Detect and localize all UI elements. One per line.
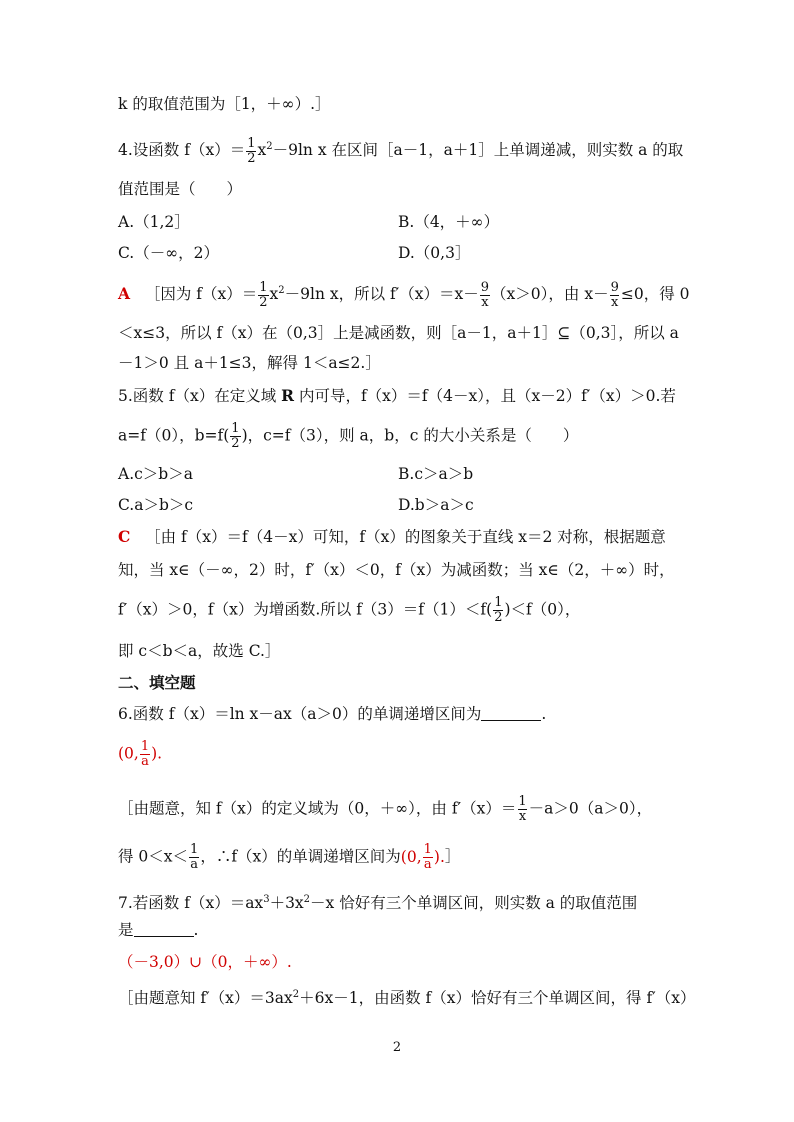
exponent: 2 bbox=[266, 141, 273, 152]
answer-letter: A bbox=[118, 284, 131, 303]
text: x bbox=[257, 141, 267, 159]
question-6-line1 bbox=[118, 703, 546, 725]
numerator: 1 bbox=[247, 135, 256, 151]
text: ［由题意知 f′（x）＝3ax bbox=[118, 989, 293, 1007]
denominator: 2 bbox=[259, 294, 268, 310]
text: 得 0＜x＜ bbox=[118, 847, 189, 866]
text: (0, bbox=[400, 847, 422, 866]
fraction bbox=[480, 281, 490, 310]
text: . bbox=[541, 705, 547, 723]
fraction bbox=[610, 281, 620, 310]
text: ). bbox=[433, 847, 445, 866]
answer-4-line1 bbox=[118, 280, 690, 310]
section-heading: 二、填空题 bbox=[118, 673, 196, 692]
fraction bbox=[493, 596, 503, 625]
text: 5.函数 f（x）在定义域 bbox=[118, 387, 282, 405]
numerator: 1 bbox=[518, 794, 527, 809]
text: ＋6x－1，由函数 f（x）恰好有三个单调区间，得 f′（x） bbox=[299, 989, 696, 1007]
denominator: x bbox=[611, 294, 619, 310]
option-d: D.（0,3］ bbox=[398, 244, 471, 262]
exponent: 3 bbox=[263, 894, 270, 905]
denominator: a bbox=[190, 857, 199, 872]
question-5-line1 bbox=[118, 385, 676, 407]
denominator: 2 bbox=[231, 436, 240, 451]
answer-4-line3: －1＞0 且 a＋1≤3，解得 1＜a≤2.］ bbox=[118, 354, 381, 372]
question-4-line2: 值范围是（ ） bbox=[118, 180, 243, 198]
option-c: C.（－∞，2） bbox=[118, 244, 220, 262]
exponent: 2 bbox=[278, 285, 285, 296]
fraction bbox=[517, 795, 527, 824]
text: －x 恰好有三个单调区间，则实数 a 的取值范围 bbox=[310, 894, 638, 912]
text: f′（x）＞0，f（x）为增函数.所以 f（3）＝f（1）＜f( bbox=[118, 600, 493, 619]
option-a: A.（1,2］ bbox=[118, 213, 190, 231]
explanation-7-line1 bbox=[118, 984, 695, 1009]
text: . bbox=[193, 921, 199, 939]
numerator: 1 bbox=[140, 739, 150, 754]
text: ［由 f（x）＝f（4－x）可知，f（x）的图象关于直线 x＝2 对称，根据题意 bbox=[145, 528, 666, 546]
answer-5-line1 bbox=[118, 526, 666, 548]
text: 6.函数 f（x）＝ln x－ax（a＞0）的单调递增区间为 bbox=[118, 705, 482, 723]
answer-5-line3 bbox=[118, 596, 580, 625]
text: －9ln x 在区间［a－1，a＋1］上单调递减，则实数 a 的取 bbox=[272, 141, 684, 159]
answer-5-line2: 知，当 x∈（－∞，2）时，f′（x）＜0，f（x）为减函数；当 x∈（2，＋∞）时， bbox=[118, 561, 675, 579]
text: a=f（0），b=f( bbox=[118, 426, 230, 445]
answer-4-line2: ＜x≤3，所以 f（x）在（0,3］上是减函数，则［a－1，a＋1］⊆（0,3］，所以 a bbox=[118, 324, 679, 342]
option-a: A.c＞b＞a bbox=[118, 465, 193, 483]
numerator: 9 bbox=[480, 279, 490, 295]
text: （x＞0），由 x－ bbox=[491, 285, 609, 303]
fraction bbox=[246, 137, 256, 166]
text: ［由题意，知 f（x）的定义域为（0，＋∞），由 f′（x）＝ bbox=[118, 799, 517, 818]
numerator: 1 bbox=[231, 421, 240, 436]
denominator: 2 bbox=[247, 150, 256, 166]
denominator: x bbox=[518, 809, 527, 824]
question-7-line1 bbox=[118, 889, 637, 914]
highlighted-answer bbox=[400, 842, 445, 872]
answer-5-line4: 即 c＜b＜a，故选 C.］ bbox=[118, 642, 281, 660]
text: )，c=f（3），则 a，b，c 的大小关系是（ ） bbox=[241, 426, 579, 445]
text: 7.若函数 f（x）＝ax bbox=[118, 894, 264, 912]
numerator: 1 bbox=[259, 279, 268, 295]
option-b: B.（4，＋∞） bbox=[398, 213, 500, 231]
question-5-line2 bbox=[118, 422, 578, 451]
text: ). bbox=[151, 744, 163, 763]
option-d: D.b＞a＞c bbox=[398, 496, 474, 514]
text: ，∴f（x）的单调递增区间为 bbox=[200, 847, 401, 866]
text: 内可导，f（x）＝f（4－x），且（x－2）f′（x）＞0.若 bbox=[294, 387, 676, 405]
answer-6 bbox=[118, 740, 162, 769]
text: ］ bbox=[444, 847, 461, 866]
fraction bbox=[189, 843, 199, 872]
text: －a＞0（a＞0）， bbox=[528, 799, 653, 818]
answer-letter: C bbox=[118, 527, 131, 546]
text: ［因为 f（x）＝ bbox=[144, 285, 258, 303]
page-number: 2 bbox=[392, 1040, 402, 1055]
option-b: B.c＞a＞b bbox=[398, 465, 474, 483]
question-4-line1 bbox=[118, 136, 683, 166]
fraction bbox=[230, 422, 240, 451]
text: )＜f（0）， bbox=[504, 600, 581, 619]
text: 4.设函数 f（x）＝ bbox=[118, 141, 246, 159]
answer-blank bbox=[481, 706, 541, 721]
fraction bbox=[258, 281, 268, 310]
denominator: a bbox=[423, 857, 432, 872]
fraction bbox=[140, 740, 150, 769]
denominator: x bbox=[481, 294, 489, 310]
exponent: 2 bbox=[303, 894, 311, 905]
numerator: 9 bbox=[610, 279, 619, 295]
text-line: k 的取值范围为［1，＋∞）.］ bbox=[118, 95, 331, 113]
answer-blank bbox=[134, 922, 194, 937]
explanation-6-line2 bbox=[118, 843, 460, 872]
exponent: 2 bbox=[292, 989, 300, 1000]
numerator: 1 bbox=[494, 595, 503, 610]
text: x bbox=[269, 285, 279, 303]
text: 是 bbox=[118, 921, 134, 939]
text: ＋3x bbox=[269, 894, 304, 912]
denominator: a bbox=[141, 754, 149, 769]
text: (0, bbox=[118, 744, 139, 763]
question-7-line2 bbox=[118, 919, 198, 941]
option-c: C.a＞b＞c bbox=[118, 496, 194, 514]
text: ≤0，得 0 bbox=[620, 285, 690, 303]
numerator: 1 bbox=[423, 842, 432, 857]
fraction bbox=[423, 843, 433, 872]
answer-7: （－3,0）∪（0，＋∞）. bbox=[118, 953, 292, 971]
numerator: 1 bbox=[190, 842, 199, 857]
denominator: 2 bbox=[494, 610, 503, 625]
bold-symbol: R bbox=[281, 386, 295, 405]
explanation-6-line1 bbox=[118, 795, 652, 824]
text: －9ln x，所以 f′（x）＝x－ bbox=[284, 285, 479, 303]
